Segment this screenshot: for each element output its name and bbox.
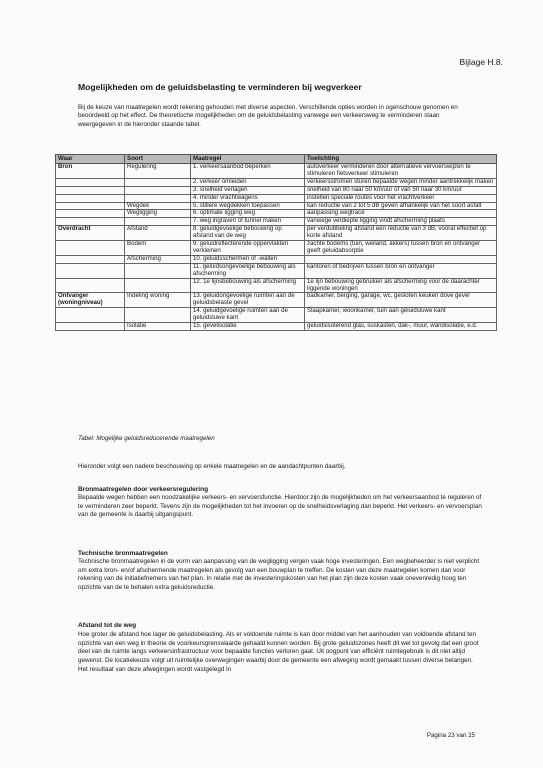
table-row — [56, 186, 497, 194]
cell-waar — [56, 186, 125, 194]
table-caption: Tabel: Mogelijke geluidsreducerende maatregelen — [78, 435, 215, 442]
cell-maatregel: 9. geluidreflecterende oppervlakten verkleinen — [191, 241, 305, 256]
cell-toelichting: autoverkeer verminderen door alternatieve vervoerswijzen te stimuleren fietsverkeer stimuleren — [305, 164, 497, 179]
section-heading: Afstand tot de weg — [78, 622, 137, 629]
cell-soort: Afscherming — [125, 255, 191, 263]
cell-waar — [56, 323, 125, 331]
table-row — [56, 293, 497, 308]
column-header-toelichting: Toelichting — [305, 155, 497, 164]
intro-paragraph: Bij de keuze van maatregelen wordt rekening gehouden met diverse aspecten. Verschillende opties worden in ogenschouw genomen en beoordeeld op het effect. De theoretische mogelijkheden om de geluidsbelasting vanwege een verkeersweg te verminderen staan weergegeven in de hieronder staande tabel. — [78, 104, 458, 128]
column-header-soort: Soort — [125, 155, 191, 164]
page-number: Pagina 23 van 25 — [426, 732, 475, 739]
table-row — [56, 263, 497, 278]
cell-soort: Wegligging — [125, 210, 191, 218]
cell-toelichting: aanpassing wegtracé — [305, 210, 497, 218]
cell-toelichting: verkeersstromen sturen bepaalde wegen minder aantrekkelijk maken — [305, 178, 497, 186]
cell-maatregel: 6. optimale ligging weg — [191, 210, 305, 218]
section-heading: Bronmaatregelen door verkeersregulering — [78, 486, 209, 493]
cell-soort — [125, 186, 191, 194]
cell-toelichting: vanwege verdiepte ligging vindt afscherming plaats — [305, 218, 497, 226]
cell-waar — [56, 241, 125, 256]
cell-maatregel: 13. geluidongevoelige ruimten aan de geluidsbelaste gevel — [191, 293, 305, 308]
cell-soort — [125, 178, 191, 186]
cell-maatregel: 2. verkeer omleiden — [191, 178, 305, 186]
measures-table — [55, 154, 497, 331]
cell-soort — [125, 263, 191, 278]
appendix-label: Bijlage H.8. — [459, 57, 503, 67]
table-row — [56, 194, 497, 202]
cell-toelichting: Slaapkamer, woonkamer, tuin aan geluidsluwe kant — [305, 308, 497, 323]
table-row — [56, 323, 497, 331]
table-row — [56, 202, 497, 210]
cell-soort: Indeling woning — [125, 293, 191, 308]
column-header-waar: Waar — [56, 155, 125, 164]
cell-maatregel: 7. weg ingraven of tunnel maken — [191, 218, 305, 226]
cell-soort: Isolatie — [125, 323, 191, 331]
cell-waar — [56, 210, 125, 218]
cell-maatregel: 3. snelheid verlagen — [191, 186, 305, 194]
cell-waar — [56, 202, 125, 210]
cell-toelichting: 1e lijn bebouwing gebruiken als afscherming voor de daarachter liggende woningen — [305, 278, 497, 293]
table-row — [56, 308, 497, 323]
cell-maatregel: 8. geluidgevoelige bebouwing op afstand van de weg — [191, 226, 305, 241]
cell-waar — [56, 308, 125, 323]
column-header-maatregel: Maatregel — [191, 155, 305, 164]
cell-toelichting: per verdubbeling afstand een reductie van 3 dB, vooral effectief op korte afstand — [305, 226, 497, 241]
cell-soort: Wegdek — [125, 202, 191, 210]
cell-toelichting: geluidsisolerend glas, suskasten, dak-, muur, wandisolatie, e.d. — [305, 323, 497, 331]
cell-waar — [56, 178, 125, 186]
cell-maatregel: 14. geluidgevoelige ruimten aan de geluidsluwe kant — [191, 308, 305, 323]
cell-waar: Bron — [56, 164, 125, 179]
cell-toelichting: kantoren of bedrijven tussen bron en ontvanger — [305, 263, 497, 278]
cell-waar: Overdracht — [56, 226, 125, 241]
table-row — [56, 164, 497, 179]
cell-maatregel: 12. 1e lijnsbebouwing als afscherming — [191, 278, 305, 293]
table-row — [56, 278, 497, 293]
cell-soort — [125, 308, 191, 323]
cell-toelichting: kan reductie van 2 tot 5 dB geven afhankelijk van het soort asfalt — [305, 202, 497, 210]
cell-maatregel: 11. geluidsongevoelige bebouwing als afscherming — [191, 263, 305, 278]
cell-maatregel: 5. stillere wegdekken toepassen — [191, 202, 305, 210]
cell-toelichting: badkamer, berging, garage, wc, gesloten keuken dove gevel — [305, 293, 497, 308]
cell-toelichting: instellen speciale routes voor het vrachtverkeer — [305, 194, 497, 202]
cell-soort: Afstand — [125, 226, 191, 241]
cell-soort: Regulering — [125, 164, 191, 179]
cell-maatregel: 15. gevelisolatie — [191, 323, 305, 331]
section-text: Hoe groter de afstand hoe lager de geluidsbelasting. Als er voldoende ruimte is kan door middel van het aanhouden van voldoende afstand ten opzichte van een weg in theorie de voorkeursgrenswaarde gehaald kunnen worden. Bij grote geluidszones heeft dit wel tot gevolg dat een groot deel van de ruimte langs verkeersinfrastructuur voor bepaalde functies verloren gaat. Uit oogpunt van efficiënt ruimtegebruik is dit niet altijd gewenst. De locatiekeuze volgt uit ruimtelijke overwegingen waarbij door de gemeente een afweging wordt gemaakt tussen diverse belangen. Het resultaat van deze afwegingen wordt vastgelegd in — [78, 631, 479, 673]
cell-maatregel: 10. geluidsschermen of -wallen — [191, 255, 305, 263]
cell-waar — [56, 278, 125, 293]
section-heading: Technische bronmaatregelen — [78, 550, 168, 557]
cell-toelichting: zachte bodems (tuin, weiland, akkers) tussen bron en ontvanger geeft geluidabsorptie — [305, 241, 497, 256]
cell-waar — [56, 194, 125, 202]
cell-maatregel: 4. minder vrachtwagens — [191, 194, 305, 202]
table-row — [56, 226, 497, 241]
page-title: Mogelijkheden om de geluidsbelasting te verminderen bij wegverkeer — [78, 82, 362, 92]
cell-waar: Ontvanger (woningniveau) — [56, 293, 125, 308]
cell-soort: Bodem — [125, 241, 191, 256]
cell-soort — [125, 194, 191, 202]
table-row — [56, 241, 497, 256]
section-text: Technische bronmaatregelen in de vorm van aanpassing van de wegligging vergen vaak hoge investeringen. Een wegbeheerder is niet verplicht om extra bron- en/of afschermende maatregelen als gevolg van een bouwplan te treffen. De kosten van deze maatregelen komen dan voor rekening van de initiatiefnemers van het plan. In relatie met de investeringskosten van het plan zijn deze kosten vaak onevenredig hoog ten opzichte van de te behalen extra geluidsreductie. — [78, 558, 480, 592]
cell-maatregel: 1. verkeersaanbod beperken — [191, 164, 305, 179]
cell-soort — [125, 278, 191, 293]
section-text: Bepaalde wegen hebben een noodzakelijke verkeers- en vervoersfunctie. Hierdoor zijn de mogelijkheden om het verkeersaanbod te reguleren of te verminderen zeer beperkt. Tevens zijn de mogelijkheden tot het invoeren op de snelheidsverlaging dan beperkt. Het verkeers- en vervoersplan van de gemeente is daarbij uitgangspunt. — [78, 494, 482, 519]
table-body — [56, 164, 497, 331]
cell-waar — [56, 255, 125, 263]
cell-waar — [56, 263, 125, 278]
transition-paragraph: Hieronder volgt een nadere beschouwing op enkele maatregelen en de aandachtpunten daarbij. — [78, 463, 346, 470]
cell-toelichting: snelheid van 80 naar 50 km/uur of van 50 naar 30 km/uur — [305, 186, 497, 194]
